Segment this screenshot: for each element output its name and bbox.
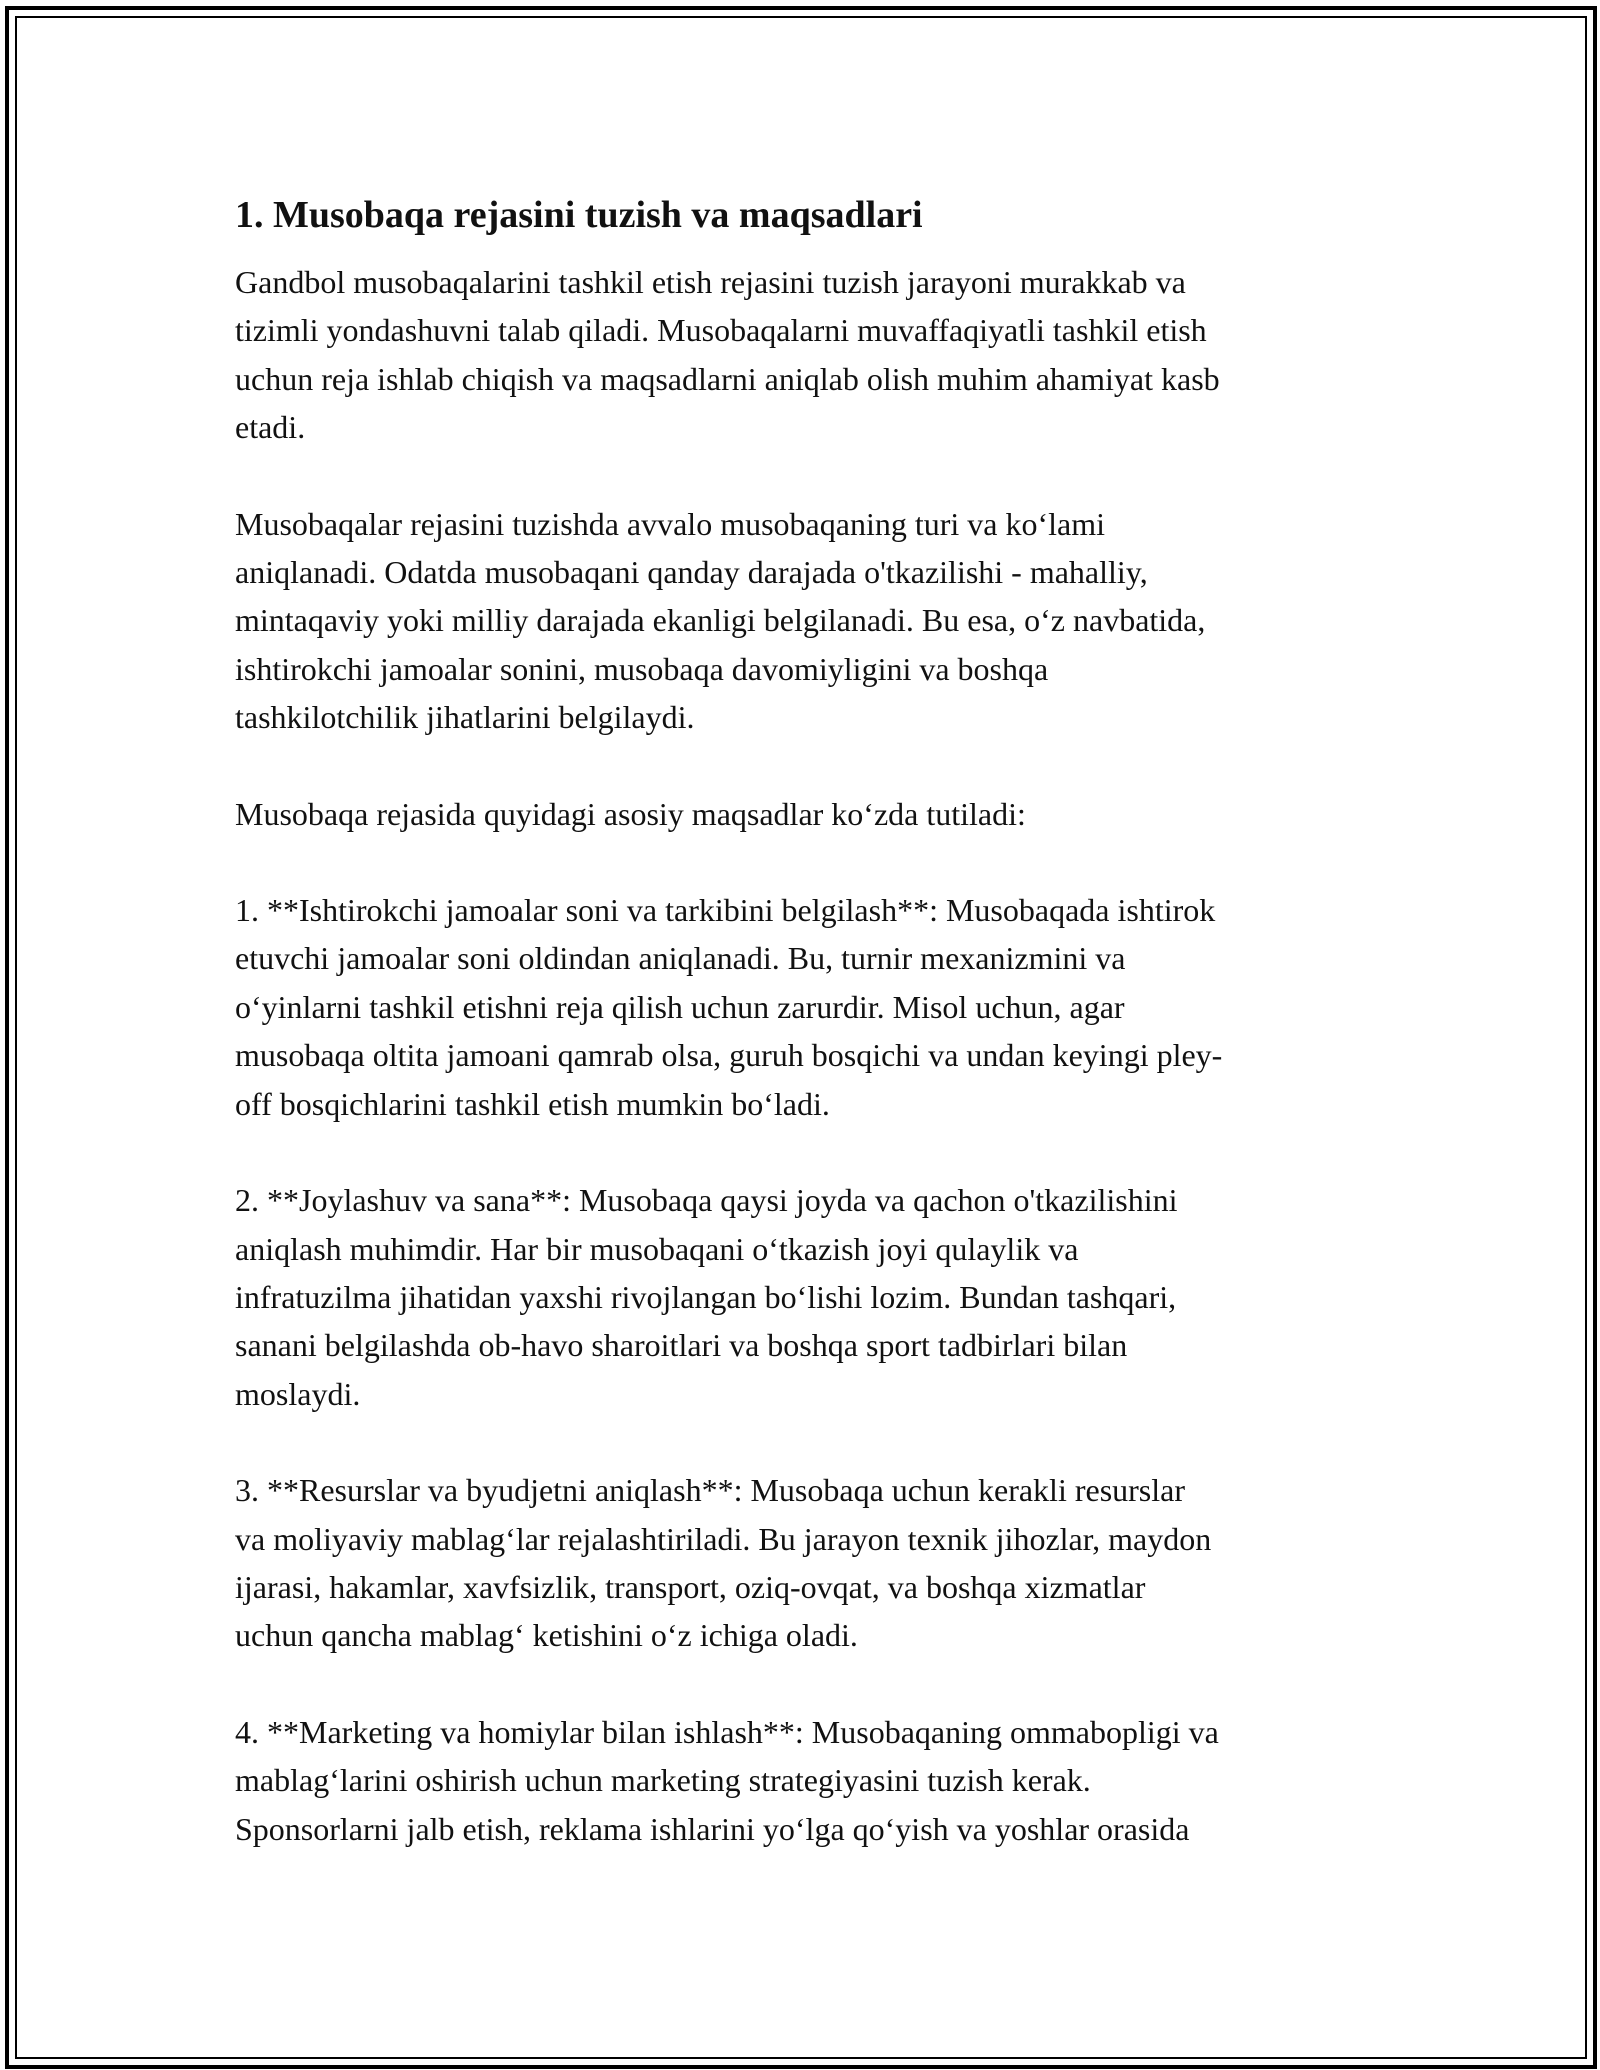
section-heading: 1. Musobaqa rejasini tuzish va maqsadlari [235,194,923,236]
paragraph-scope: Musobaqalar rejasini tuzishda avvalo musobaqaning turi va ko‘lami aniqlanadi. Odatda musobaqani qanday darajada o'tkazilishi - mahalliy, mintaqaviy yoki milliy darajada ekanligi belgilanadi. Bu esa, o‘z navbatida, ishtirokchi jamoalar sonini, musobaqa davomiyligini va boshqa tashkilotchilik jihatlarini belgilaydi. [235,505,1206,736]
list-item-marketing-sponsors: 4. **Marketing va homiylar bilan ishlash**: Musobaqaning ommabopligi va mablag‘larini oshirish uchun marketing strategiyasini tuzish kerak. Sponsorlarni jalb etish, reklama ishlarini yo‘lga qo‘yish va yoshlar orasida [235,1713,1219,1847]
list-item-resources-budget: 3. **Resurslar va byudjetni aniqlash**: Musobaqa uchun kerakli resurslar va moliyaviy mablag‘lar rejalashtiriladi. Bu jarayon texnik jihozlar, maydon ijarasi, hakamlar, xavfsizlik, transport, oziq-ovqat, va boshqa xizmatlar uchun qancha mablag‘ ketishini o‘z ichiga oladi. [235,1472,1212,1654]
document-body [235,190,1375,1853]
paragraph-goals-intro: Musobaqa rejasida quyidagi asosiy maqsadlar ko‘zda tutiladi: [235,795,1026,832]
list-item-location-date: 2. **Joylashuv va sana**: Musobaqa qaysi joyda va qachon o'tkazilishini aniqlash muhimdir. Har bir musobaqani o‘tkazish joyi qulaylik va infratuzilma jihatidan yaxshi rivojlangan bo‘lishi lozim. Bundan tashqari, sanani belgilashda ob-havo sharoitlari va boshqa sport tadbirlari bilan moslaydi. [235,1182,1178,1412]
list-item-teams: 1. **Ishtirokchi jamoalar soni va tarkibini belgilash**: Musobaqada ishtirok etuvchi jamoalar soni oldindan aniqlanadi. Bu, turnir mexanizmini va o‘yinlarni tashkil etishni reja qilish uchun zarurdir. Misol uchun, agar musobaqa oltita jamoani qamrab olsa, guruh bosqichi va undan keyingi pley- off bosqichlarini tashkil etish mumkin bo‘ladi. [235,892,1223,1122]
paragraph-intro: Gandbol musobaqalarini tashkil etish rejasini tuzish jarayoni murakkab va tizimli yondashuvni talab qiladi. Musobaqalarni muvaffaqiyatli tashkil etish uchun reja ishlab chiqish va maqsadlarni aniqlab olish muhim ahamiyat kasb etadi. [235,264,1220,446]
